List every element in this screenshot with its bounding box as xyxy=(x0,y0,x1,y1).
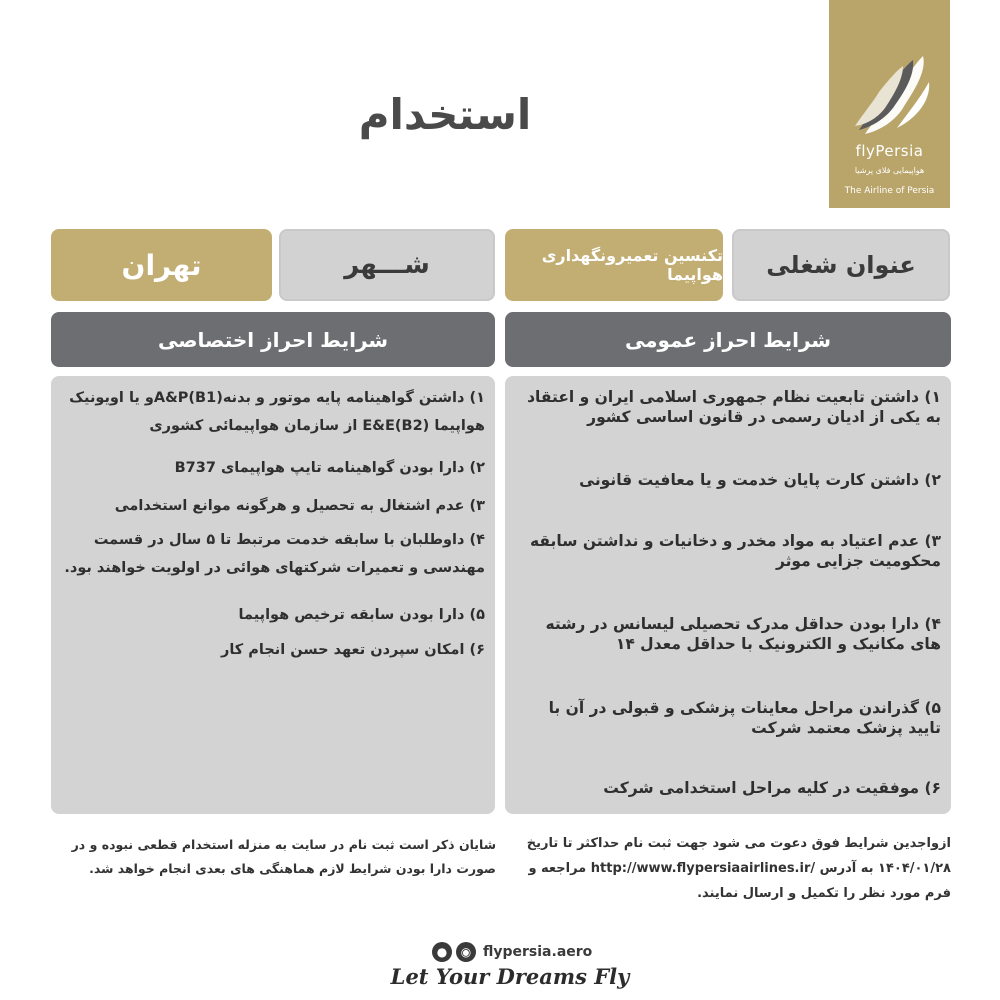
specific-item-6: ۶) امکان سپردن تعهد حسن انجام کار xyxy=(221,642,485,658)
social-links xyxy=(432,940,592,964)
specific-item-2: ۲) دارا بودن گواهینامه تایپ هواپیمای B737 xyxy=(174,460,485,476)
instagram-icon[interactable]: ◉ xyxy=(456,942,476,962)
brand-name: flyPersia xyxy=(855,142,924,160)
general-requirements-title: شرایط احراز عمومی xyxy=(624,327,832,352)
brand-tagline: The Airline of Persia xyxy=(844,186,935,196)
general-item-1: ۱) داشتن تابعیت نظام جمهوری اسلامی ایران و اعتقاد به یکی از ادیان رسمی در قانون اساسی کشور xyxy=(527,388,941,426)
website-link[interactable]: flypersia.aero xyxy=(483,944,593,960)
globe-icon[interactable]: ● xyxy=(432,942,452,962)
specific-item-5: ۵) دارا بودن سابقه ترخیص هواپیما xyxy=(238,607,485,623)
slogan: Let Your Dreams Fly xyxy=(390,964,630,989)
city-label-box xyxy=(279,229,495,301)
general-item-5: ۵) گذراندن مراحل معاینات پزشکی و قبولی در آن با تایید پزشک معتمد شرکت xyxy=(548,699,941,737)
brand-subtitle: هواپیمایی فلای پرشیا xyxy=(854,166,925,175)
general-item-3: ۳) عدم اعتیاد به مواد مخدر و دخانیات و نداشتن سابقه محکومیت جزایی موثر xyxy=(530,532,941,570)
specific-item-1: ۱) داشتن گواهینامه پایه موتور و بدنه(B1)A&Pو یا اویونیک هواپیما (B2)E&E از سازمان هواپیمائی کشوری xyxy=(69,390,485,434)
specific-requirements-panel xyxy=(51,376,495,814)
registration-note: ازواجدین شرایط فوق دعوت می شود جهت ثبت نام حداکثر تا تاریخ ۱۴۰۴/۰۱/۲۸ به آدرس /http://www.flypersiaairlines.ir مراجعه و فرم مورد نظر را تکمیل و ارسال نمایند. xyxy=(526,836,951,901)
flypersia-wing-logo-icon xyxy=(843,52,937,138)
general-item-6: ۶) موفقیت در کلیه مراحل استخدامی شرکت xyxy=(603,779,941,797)
general-item-2: ۲) داشتن کارت پایان خدمت و یا معافیت قانونی xyxy=(579,471,941,489)
city-value-box xyxy=(51,229,272,301)
general-requirements-panel xyxy=(505,376,951,814)
disclaimer-note: شایان ذکر است ثبت نام در سایت به منزله استخدام قطعی نبوده و در صورت دارا بودن شرایط لازم هماهنگی های بعدی انجام خواهد شد. xyxy=(71,837,496,876)
job-title-value: تکنسین تعمیرونگهداری هواپیما xyxy=(541,246,723,284)
job-title-value-box xyxy=(505,229,723,301)
brand-logo-panel xyxy=(829,0,950,208)
general-item-4: ۴) دارا بودن حداقل مدرک تحصیلی لیسانس در رشته های مکانیک و الکترونیک با حداقل معدل ۱۴ xyxy=(545,615,941,653)
general-requirements-header xyxy=(505,312,951,367)
specific-requirements-title: شرایط احراز اختصاصی xyxy=(157,327,389,352)
city-label: شـــهر xyxy=(344,250,430,280)
page-title: استخدام xyxy=(358,90,532,139)
city-value: تهران xyxy=(121,248,202,282)
specific-item-3: ۳) عدم اشتغال به تحصیل و هرگونه موانع استخدامی xyxy=(114,498,485,514)
specific-item-4: ۴) داوطلبان با سابقه خدمت مرتبط تا ۵ سال در قسمت مهندسی و تعمیرات شرکتهای هوائی در اولویت خواهند بود. xyxy=(64,532,485,576)
job-title-label: عنوان شغلی xyxy=(766,251,916,279)
job-title-label-box xyxy=(732,229,950,301)
specific-requirements-header xyxy=(51,312,495,367)
